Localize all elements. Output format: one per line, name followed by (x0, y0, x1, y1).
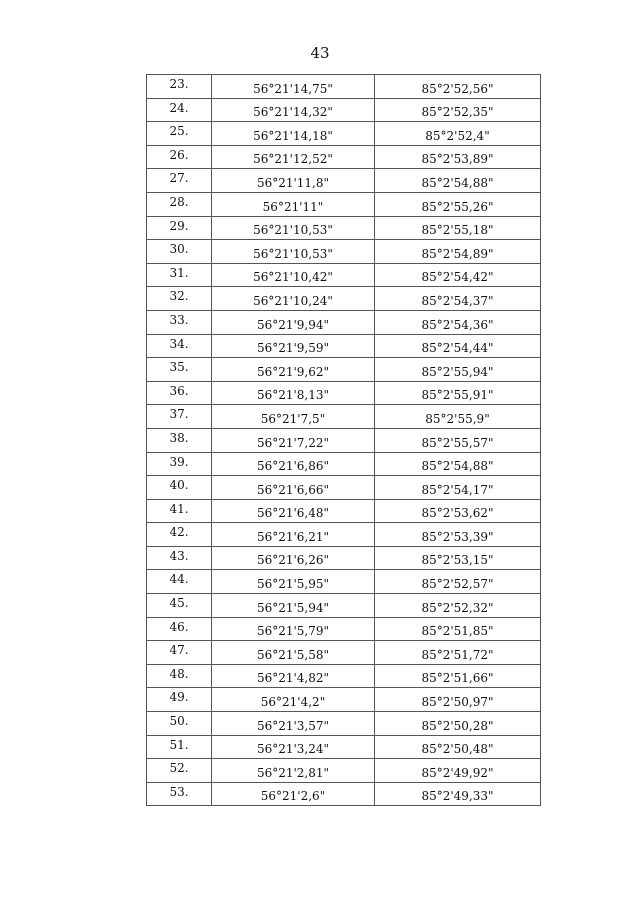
point-number-cell: 30. (147, 240, 212, 264)
table-row (147, 476, 541, 500)
table-row (147, 664, 541, 688)
table-row (147, 759, 541, 783)
longitude-cell: 85°2'53,62" (375, 499, 541, 523)
longitude-cell: 85°2'55,9" (375, 405, 541, 429)
longitude-cell: 85°2'50,48" (375, 735, 541, 759)
table-row (147, 334, 541, 358)
longitude-cell: 85°2'51,85" (375, 617, 541, 641)
longitude-cell: 85°2'54,88" (375, 452, 541, 476)
coordinates-table-body (147, 75, 541, 806)
table-row (147, 240, 541, 264)
point-number-cell: 49. (147, 688, 212, 712)
latitude-cell: 56°21'6,26" (212, 546, 375, 570)
point-number-cell: 26. (147, 145, 212, 169)
table-row (147, 145, 541, 169)
table-row (147, 570, 541, 594)
longitude-cell: 85°2'53,89" (375, 145, 541, 169)
table-row (147, 216, 541, 240)
longitude-cell: 85°2'52,57" (375, 570, 541, 594)
table-row (147, 452, 541, 476)
latitude-cell: 56°21'2,6" (212, 782, 375, 806)
table-row (147, 122, 541, 146)
longitude-cell: 85°2'54,17" (375, 476, 541, 500)
latitude-cell: 56°21'10,53" (212, 216, 375, 240)
latitude-cell: 56°21'11" (212, 192, 375, 216)
latitude-cell: 56°21'5,95" (212, 570, 375, 594)
latitude-cell: 56°21'10,24" (212, 287, 375, 311)
longitude-cell: 85°2'55,57" (375, 428, 541, 452)
point-number-cell: 33. (147, 310, 212, 334)
point-number-cell: 25. (147, 122, 212, 146)
longitude-cell: 85°2'55,18" (375, 216, 541, 240)
table-row (147, 523, 541, 547)
longitude-cell: 85°2'49,33" (375, 782, 541, 806)
latitude-cell: 56°21'9,59" (212, 334, 375, 358)
point-number-cell: 34. (147, 334, 212, 358)
latitude-cell: 56°21'5,58" (212, 641, 375, 665)
longitude-cell: 85°2'53,39" (375, 523, 541, 547)
point-number-cell: 23. (147, 75, 212, 99)
table-row (147, 192, 541, 216)
table-row (147, 712, 541, 736)
point-number-cell: 39. (147, 452, 212, 476)
table-row (147, 263, 541, 287)
latitude-cell: 56°21'6,66" (212, 476, 375, 500)
point-number-cell: 40. (147, 476, 212, 500)
latitude-cell: 56°21'14,32" (212, 98, 375, 122)
table-row (147, 641, 541, 665)
latitude-cell: 56°21'3,57" (212, 712, 375, 736)
point-number-cell: 48. (147, 664, 212, 688)
table-row (147, 735, 541, 759)
table-row (147, 310, 541, 334)
latitude-cell: 56°21'6,21" (212, 523, 375, 547)
point-number-cell: 46. (147, 617, 212, 641)
point-number-cell: 27. (147, 169, 212, 193)
latitude-cell: 56°21'4,2" (212, 688, 375, 712)
coordinates-table (146, 74, 541, 806)
point-number-cell: 51. (147, 735, 212, 759)
latitude-cell: 56°21'7,22" (212, 428, 375, 452)
longitude-cell: 85°2'51,66" (375, 664, 541, 688)
longitude-cell: 85°2'55,26" (375, 192, 541, 216)
table-row (147, 169, 541, 193)
point-number-cell: 24. (147, 98, 212, 122)
longitude-cell: 85°2'52,56" (375, 75, 541, 99)
point-number-cell: 32. (147, 287, 212, 311)
table-row (147, 617, 541, 641)
latitude-cell: 56°21'8,13" (212, 381, 375, 405)
latitude-cell: 56°21'5,94" (212, 594, 375, 618)
longitude-cell: 85°2'54,36" (375, 310, 541, 334)
latitude-cell: 56°21'7,5" (212, 405, 375, 429)
latitude-cell: 56°21'3,24" (212, 735, 375, 759)
longitude-cell: 85°2'49,92" (375, 759, 541, 783)
point-number-cell: 36. (147, 381, 212, 405)
longitude-cell: 85°2'54,89" (375, 240, 541, 264)
latitude-cell: 56°21'12,52" (212, 145, 375, 169)
point-number-cell: 28. (147, 192, 212, 216)
table-row (147, 688, 541, 712)
point-number-cell: 50. (147, 712, 212, 736)
table-row (147, 499, 541, 523)
table-row (147, 381, 541, 405)
point-number-cell: 29. (147, 216, 212, 240)
point-number-cell: 37. (147, 405, 212, 429)
longitude-cell: 85°2'50,97" (375, 688, 541, 712)
latitude-cell: 56°21'2,81" (212, 759, 375, 783)
latitude-cell: 56°21'4,82" (212, 664, 375, 688)
longitude-cell: 85°2'54,42" (375, 263, 541, 287)
longitude-cell: 85°2'50,28" (375, 712, 541, 736)
point-number-cell: 53. (147, 782, 212, 806)
longitude-cell: 85°2'54,88" (375, 169, 541, 193)
point-number-cell: 38. (147, 428, 212, 452)
point-number-cell: 42. (147, 523, 212, 547)
latitude-cell: 56°21'14,75" (212, 75, 375, 99)
page-number: 43 (310, 44, 330, 62)
table-row (147, 546, 541, 570)
point-number-cell: 44. (147, 570, 212, 594)
table-row (147, 98, 541, 122)
latitude-cell: 56°21'11,8" (212, 169, 375, 193)
table-row (147, 287, 541, 311)
table-row (147, 428, 541, 452)
latitude-cell: 56°21'9,94" (212, 310, 375, 334)
latitude-cell: 56°21'9,62" (212, 358, 375, 382)
longitude-cell: 85°2'52,32" (375, 594, 541, 618)
longitude-cell: 85°2'54,44" (375, 334, 541, 358)
longitude-cell: 85°2'51,72" (375, 641, 541, 665)
point-number-cell: 43. (147, 546, 212, 570)
longitude-cell: 85°2'53,15" (375, 546, 541, 570)
point-number-cell: 45. (147, 594, 212, 618)
latitude-cell: 56°21'5,79" (212, 617, 375, 641)
latitude-cell: 56°21'6,86" (212, 452, 375, 476)
longitude-cell: 85°2'55,94" (375, 358, 541, 382)
table-row (147, 358, 541, 382)
latitude-cell: 56°21'14,18" (212, 122, 375, 146)
table-row (147, 782, 541, 806)
point-number-cell: 47. (147, 641, 212, 665)
table-row (147, 594, 541, 618)
table-row (147, 75, 541, 99)
latitude-cell: 56°21'10,42" (212, 263, 375, 287)
longitude-cell: 85°2'52,35" (375, 98, 541, 122)
point-number-cell: 31. (147, 263, 212, 287)
latitude-cell: 56°21'10,53" (212, 240, 375, 264)
latitude-cell: 56°21'6,48" (212, 499, 375, 523)
point-number-cell: 52. (147, 759, 212, 783)
point-number-cell: 41. (147, 499, 212, 523)
longitude-cell: 85°2'52,4" (375, 122, 541, 146)
longitude-cell: 85°2'54,37" (375, 287, 541, 311)
table-row (147, 405, 541, 429)
point-number-cell: 35. (147, 358, 212, 382)
longitude-cell: 85°2'55,91" (375, 381, 541, 405)
